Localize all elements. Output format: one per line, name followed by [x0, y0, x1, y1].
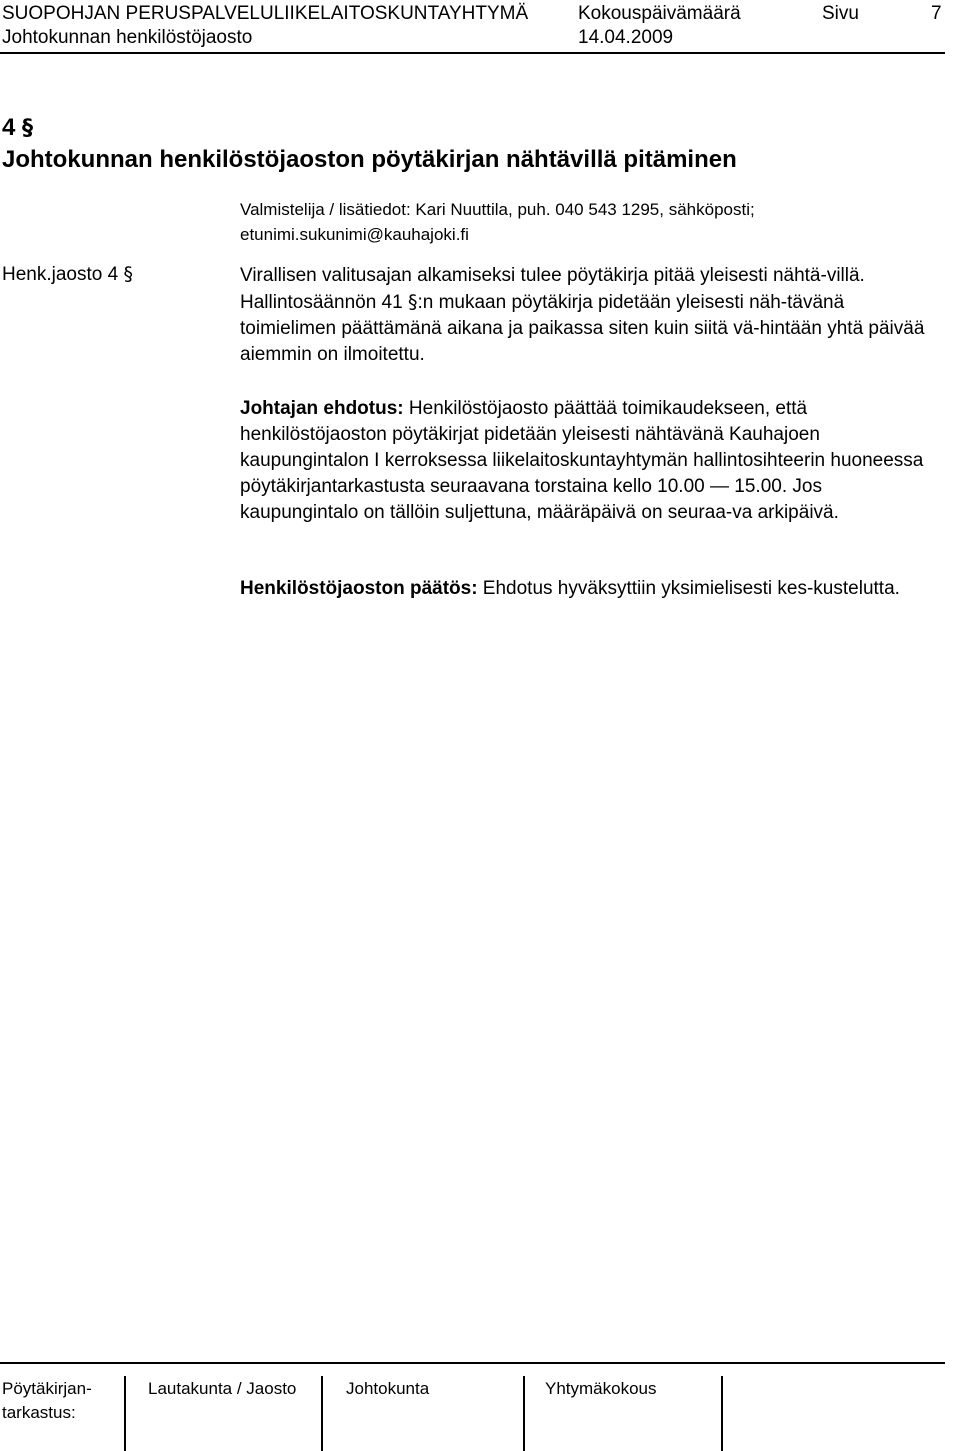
proposal-label: Johtajan ehdotus: [240, 398, 404, 419]
section-number: 4 § [2, 114, 34, 141]
decision-label: Henkilöstöjaoston päätös: [240, 578, 478, 599]
proposal-paragraph [240, 396, 930, 526]
section-sign-icon: § [123, 263, 133, 285]
footer-divider [321, 1376, 323, 1451]
header-rule [0, 52, 945, 54]
footer-reviewers-label: Pöytäkirjan- tarkastus: [2, 1379, 92, 1422]
section-sign-icon: § [22, 116, 34, 141]
decision-paragraph [240, 576, 930, 602]
footer-directors-label: Johtokunta [346, 1379, 430, 1398]
section-title: Johtokunnan henkilöstöjaoston pöytäkirjan nähtävillä pitäminen [2, 146, 737, 173]
footer-divider [124, 1376, 126, 1451]
preparer-info: Valmistelija / lisätiedot: Kari Nuuttila, puh. 040 543 1295, sähköposti; etunimi.sukunimi@kauhajoki.fi [240, 200, 755, 244]
footer-divider [523, 1376, 525, 1451]
proposal-text: Henkilöstöjaosto päättää toimikaudekseen, että henkilöstöjaoston pöytäkirjat pidetään yleisesti nähtävänä Kauhajoen kaupungintalon I kerroksessa liikelaitoskuntayhtymän hallintosihteerin huoneessa pöytäkirjantarkastusta seuraavana torstaina kello 10.00 — 15.00. Jos kaupungintalo on tällöin suljettuna, määräpäivä on seuraa-va arkipäivä. [240, 398, 924, 523]
section-label: Henk.jaosto 4 § [2, 263, 133, 285]
decision-text: Ehdotus hyväksyttiin yksimielisesti kes-kustelutta. [477, 578, 900, 599]
org-name: SUOPOHJAN PERUSPALVELULIIKELAITOSKUNTAYHTYMÄ [2, 3, 529, 24]
meeting-date-label: Kokouspäivämäärä [578, 3, 741, 24]
page-number: 7 [931, 3, 942, 24]
footer-board-label: Lautakunta / Jaosto [148, 1379, 297, 1398]
meeting-date: 14.04.2009 [578, 27, 674, 48]
body-paragraph: Virallisen valitusajan alkamiseksi tulee pöytäkirja pitää yleisesti nähtä-villä. Hallintosäännön 41 §:n mukaan pöytäkirja pidetään yleisesti näh-tävänä toimielimen päättämänä aikana ja paikassa siten kuin siitä vä-hintään yhtä päivää aiemmin on ilmoitettu. [240, 265, 925, 365]
page-label: Sivu [822, 3, 859, 24]
footer-assembly-label: Yhtymäkokous [545, 1379, 657, 1398]
committee-name: Johtokunnan henkilöstöjaosto [2, 27, 253, 48]
section-sign-icon: § [407, 291, 418, 313]
footer-divider [721, 1376, 723, 1451]
footer-rule [0, 1362, 945, 1364]
